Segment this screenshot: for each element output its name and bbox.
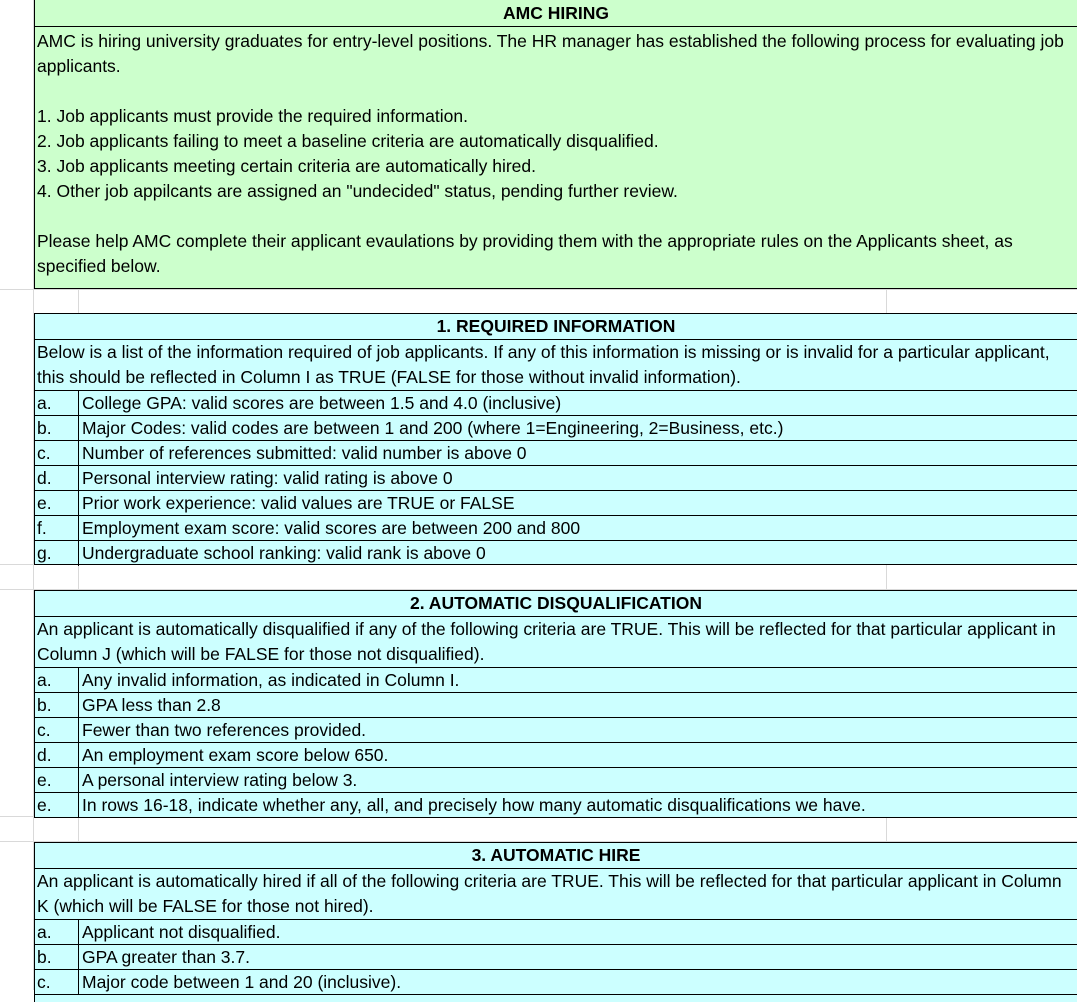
disqualification-desc[interactable]: An applicant is automatically disqualified if any of the following criteria are TRUE. This will be reflected for that particular applicant in Column J (which will be FALSE for those not disqualified). [35,617,1077,668]
required-info-title[interactable]: 1. REQUIRED INFORMATION [35,314,1077,340]
item-text: Major Codes: valid codes are between 1 and 200 (where 1=Engineering, 2=Business, etc.) [82,418,784,438]
disqualification-title[interactable]: 2. AUTOMATIC DISQUALIFICATION [35,591,1077,617]
hire-title[interactable]: 3. AUTOMATIC HIRE [35,843,1077,869]
item-letter: a. [35,391,79,415]
disqualification-item[interactable] [35,768,1077,793]
item-letter: a. [35,920,79,944]
hiring-step-3: 3. Job applicants meeting certain criteria are automatically hired. [37,156,536,176]
hiring-section [34,0,1077,289]
required-info-desc[interactable]: Below is a list of the information required of job applicants. If any of this information is missing or is invalid for a particular applicant, this should be reflected in Column I as TRUE (FALSE for those without invalid information). [35,340,1077,391]
item-letter: c. [35,970,79,994]
hire-desc[interactable]: An applicant is automatically hired if all of the following criteria are TRUE. This will be reflected for that particular applicant in Column K (which will be FALSE for those not hired). [35,869,1077,920]
item-letter: b. [35,945,79,969]
hire-section [34,842,1077,1002]
column-gridline [886,816,887,841]
item-letter: g. [35,541,79,566]
disqualification-section [34,590,1077,818]
disqualification-item[interactable] [35,668,1077,693]
column-gridline [78,564,79,589]
column-gridline [886,564,887,589]
disqualification-item[interactable] [35,743,1077,768]
hire-item[interactable] [35,920,1077,945]
item-letter: a. [35,668,79,692]
required-item[interactable] [35,466,1077,491]
disqualification-item[interactable] [35,793,1077,818]
item-text: Applicant not disqualified. [82,922,281,942]
item-text: Prior work experience: valid values are TRUE or FALSE [82,493,515,513]
item-letter: b. [35,416,79,440]
item-text: Any invalid information, as indicated in Column I. [82,670,460,690]
hire-item[interactable] [35,970,1077,995]
hiring-step-4: 4. Other job appilcants are assigned an "undecided" status, pending further review. [37,181,678,201]
item-text: Major code between 1 and 20 (inclusive). [82,972,402,992]
item-letter: d. [35,743,79,767]
column-gridline [78,816,79,841]
item-text: Personal interview rating: valid rating is above 0 [82,468,453,488]
hiring-step-1: 1. Job applicants must provide the required information. [37,106,468,126]
required-item[interactable] [35,516,1077,541]
column-gridline [886,289,887,313]
hiring-intro-cell[interactable] [35,27,1077,279]
item-letter: c. [35,441,79,465]
disqualification-item[interactable] [35,718,1077,743]
item-letter: e. [35,491,79,515]
item-text: GPA greater than 3.7. [82,947,250,967]
disqualification-item[interactable] [35,693,1077,718]
required-item[interactable] [35,416,1077,441]
hire-item[interactable] [35,945,1077,970]
item-text: An employment exam score below 650. [82,745,389,765]
required-item[interactable] [35,541,1077,566]
column-gridline [78,289,79,313]
item-letter: f. [35,516,79,540]
required-item[interactable] [35,391,1077,416]
item-text: In rows 16-18, indicate whether any, all, and precisely how many automatic disqualifications we have. [82,795,866,815]
hiring-title: AMC HIRING [35,0,1077,27]
item-text: Employment exam score: valid scores are between 200 and 800 [82,518,581,538]
hiring-step-2: 2. Job applicants failing to meet a baseline criteria are automatically disqualified. [37,131,659,151]
item-text: College GPA: valid scores are between 1.5 and 4.0 (inclusive) [82,393,562,413]
item-text: A personal interview rating below 3. [82,770,358,790]
row-gridline [0,289,1077,290]
item-text: Number of references submitted: valid number is above 0 [82,443,527,463]
item-letter: d. [35,466,79,490]
item-letter: e. [35,793,79,818]
item-letter: c. [35,718,79,742]
hiring-intro: AMC is hiring university graduates for entry-level positions. The HR manager has established the following process for evaluating job applicants. [37,31,1064,76]
hiring-closing: Please help AMC complete their applicant evaulations by providing them with the appropriate rules on the Applicants sheet, as specified below. [37,231,1013,276]
item-text: Undergraduate school ranking: valid rank is above 0 [82,543,486,563]
item-text: Fewer than two references provided. [82,720,367,740]
item-text: GPA less than 2.8 [82,695,221,715]
required-item[interactable] [35,441,1077,466]
item-letter: b. [35,693,79,717]
required-info-section [34,313,1077,565]
item-letter: e. [35,768,79,792]
required-item[interactable] [35,491,1077,516]
